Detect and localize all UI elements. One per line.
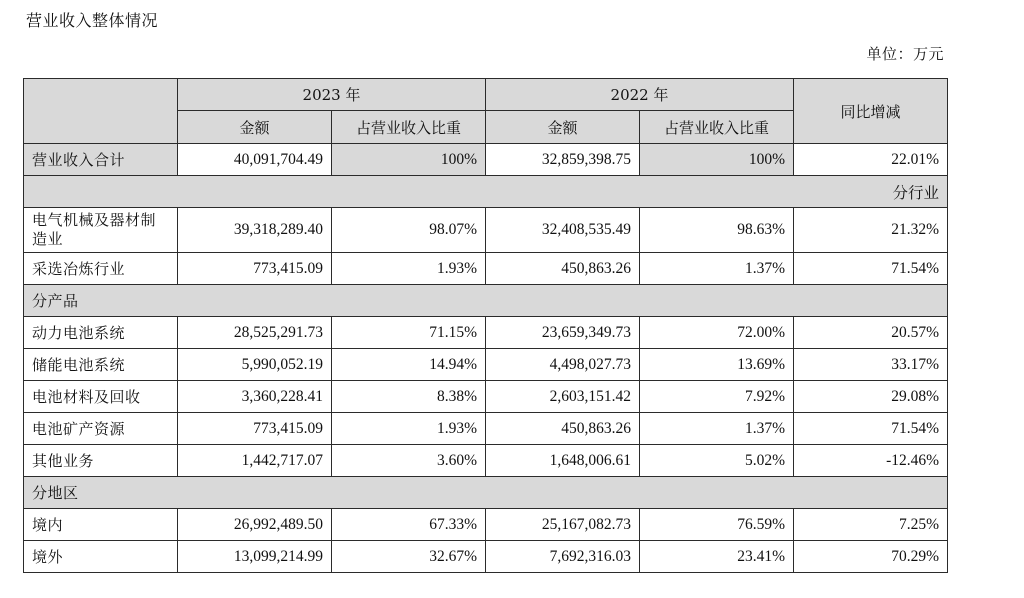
amount-2022: 7,692,316.03 xyxy=(486,541,640,573)
change-value: 20.57% xyxy=(794,317,948,349)
header-year-2023: 2023 年 xyxy=(178,79,486,111)
share-2022: 100% xyxy=(640,144,794,176)
row-label: 境外 xyxy=(24,541,178,573)
row-label: 电池材料及回收 xyxy=(24,381,178,413)
amount-2022: 1,648,006.61 xyxy=(486,445,640,477)
amount-2023: 39,318,289.40 xyxy=(178,208,332,253)
amount-2023: 13,099,214.99 xyxy=(178,541,332,573)
change-value: 70.29% xyxy=(794,541,948,573)
amount-2023: 5,990,052.19 xyxy=(178,349,332,381)
row-label: 电气机械及器材制造业 xyxy=(24,208,178,253)
share-2023: 3.60% xyxy=(332,445,486,477)
revenue-table xyxy=(23,78,948,573)
header-share-2022: 占营业收入比重 xyxy=(640,111,794,144)
amount-2023: 40,091,704.49 xyxy=(178,144,332,176)
page-title: 营业收入整体情况 xyxy=(26,11,159,30)
amount-2023: 26,992,489.50 xyxy=(178,509,332,541)
share-2022: 13.69% xyxy=(640,349,794,381)
table-row xyxy=(24,541,948,573)
row-label: 其他业务 xyxy=(24,445,178,477)
header-corner xyxy=(24,79,178,144)
share-2022: 1.37% xyxy=(640,253,794,285)
table-row xyxy=(24,509,948,541)
amount-2022: 32,859,398.75 xyxy=(486,144,640,176)
share-2022: 5.02% xyxy=(640,445,794,477)
section-row-region xyxy=(24,477,948,509)
table-row xyxy=(24,445,948,477)
total-row xyxy=(24,144,948,176)
amount-2023: 1,442,717.07 xyxy=(178,445,332,477)
change-value: 7.25% xyxy=(794,509,948,541)
row-label: 储能电池系统 xyxy=(24,349,178,381)
row-label: 境内 xyxy=(24,509,178,541)
share-2022: 76.59% xyxy=(640,509,794,541)
share-2022: 23.41% xyxy=(640,541,794,573)
share-2023: 67.33% xyxy=(332,509,486,541)
amount-2022: 2,603,151.42 xyxy=(486,381,640,413)
row-label: 动力电池系统 xyxy=(24,317,178,349)
change-value: 22.01% xyxy=(794,144,948,176)
change-value: 71.54% xyxy=(794,413,948,445)
row-label: 营业收入合计 xyxy=(24,144,178,176)
header-row-years xyxy=(24,79,948,111)
unit-label: 单位：万元 xyxy=(866,45,944,63)
amount-2022: 23,659,349.73 xyxy=(486,317,640,349)
header-amount-2022: 金额 xyxy=(486,111,640,144)
header-year-2022: 2022 年 xyxy=(486,79,794,111)
row-label: 采选冶炼行业 xyxy=(24,253,178,285)
change-value: 71.54% xyxy=(794,253,948,285)
change-value: 33.17% xyxy=(794,349,948,381)
share-2023: 100% xyxy=(332,144,486,176)
header-share-2023: 占营业收入比重 xyxy=(332,111,486,144)
share-2023: 1.93% xyxy=(332,253,486,285)
table-row xyxy=(24,413,948,445)
table-row xyxy=(24,317,948,349)
section-label-product: 分产品 xyxy=(24,285,948,317)
amount-2023: 773,415.09 xyxy=(178,253,332,285)
section-row-industry xyxy=(24,176,948,208)
amount-2022: 450,863.26 xyxy=(486,253,640,285)
change-value: 29.08% xyxy=(794,381,948,413)
amount-2022: 32,408,535.49 xyxy=(486,208,640,253)
change-value: 21.32% xyxy=(794,208,948,253)
share-2022: 1.37% xyxy=(640,413,794,445)
amount-2023: 773,415.09 xyxy=(178,413,332,445)
share-2023: 71.15% xyxy=(332,317,486,349)
amount-2023: 3,360,228.41 xyxy=(178,381,332,413)
table-row xyxy=(24,381,948,413)
share-2023: 98.07% xyxy=(332,208,486,253)
share-2023: 8.38% xyxy=(332,381,486,413)
section-label-industry: 分行业 xyxy=(24,176,948,208)
amount-2022: 450,863.26 xyxy=(486,413,640,445)
share-2022: 98.63% xyxy=(640,208,794,253)
header-change: 同比增减 xyxy=(794,79,948,144)
amount-2022: 25,167,082.73 xyxy=(486,509,640,541)
amount-2022: 4,498,027.73 xyxy=(486,349,640,381)
row-label: 电池矿产资源 xyxy=(24,413,178,445)
share-2023: 14.94% xyxy=(332,349,486,381)
table-row xyxy=(24,253,948,285)
section-row-product xyxy=(24,285,948,317)
header-amount-2023: 金额 xyxy=(178,111,332,144)
table-row xyxy=(24,208,948,253)
section-label-region: 分地区 xyxy=(24,477,948,509)
share-2022: 72.00% xyxy=(640,317,794,349)
table-row xyxy=(24,349,948,381)
share-2022: 7.92% xyxy=(640,381,794,413)
share-2023: 1.93% xyxy=(332,413,486,445)
change-value: -12.46% xyxy=(794,445,948,477)
share-2023: 32.67% xyxy=(332,541,486,573)
amount-2023: 28,525,291.73 xyxy=(178,317,332,349)
